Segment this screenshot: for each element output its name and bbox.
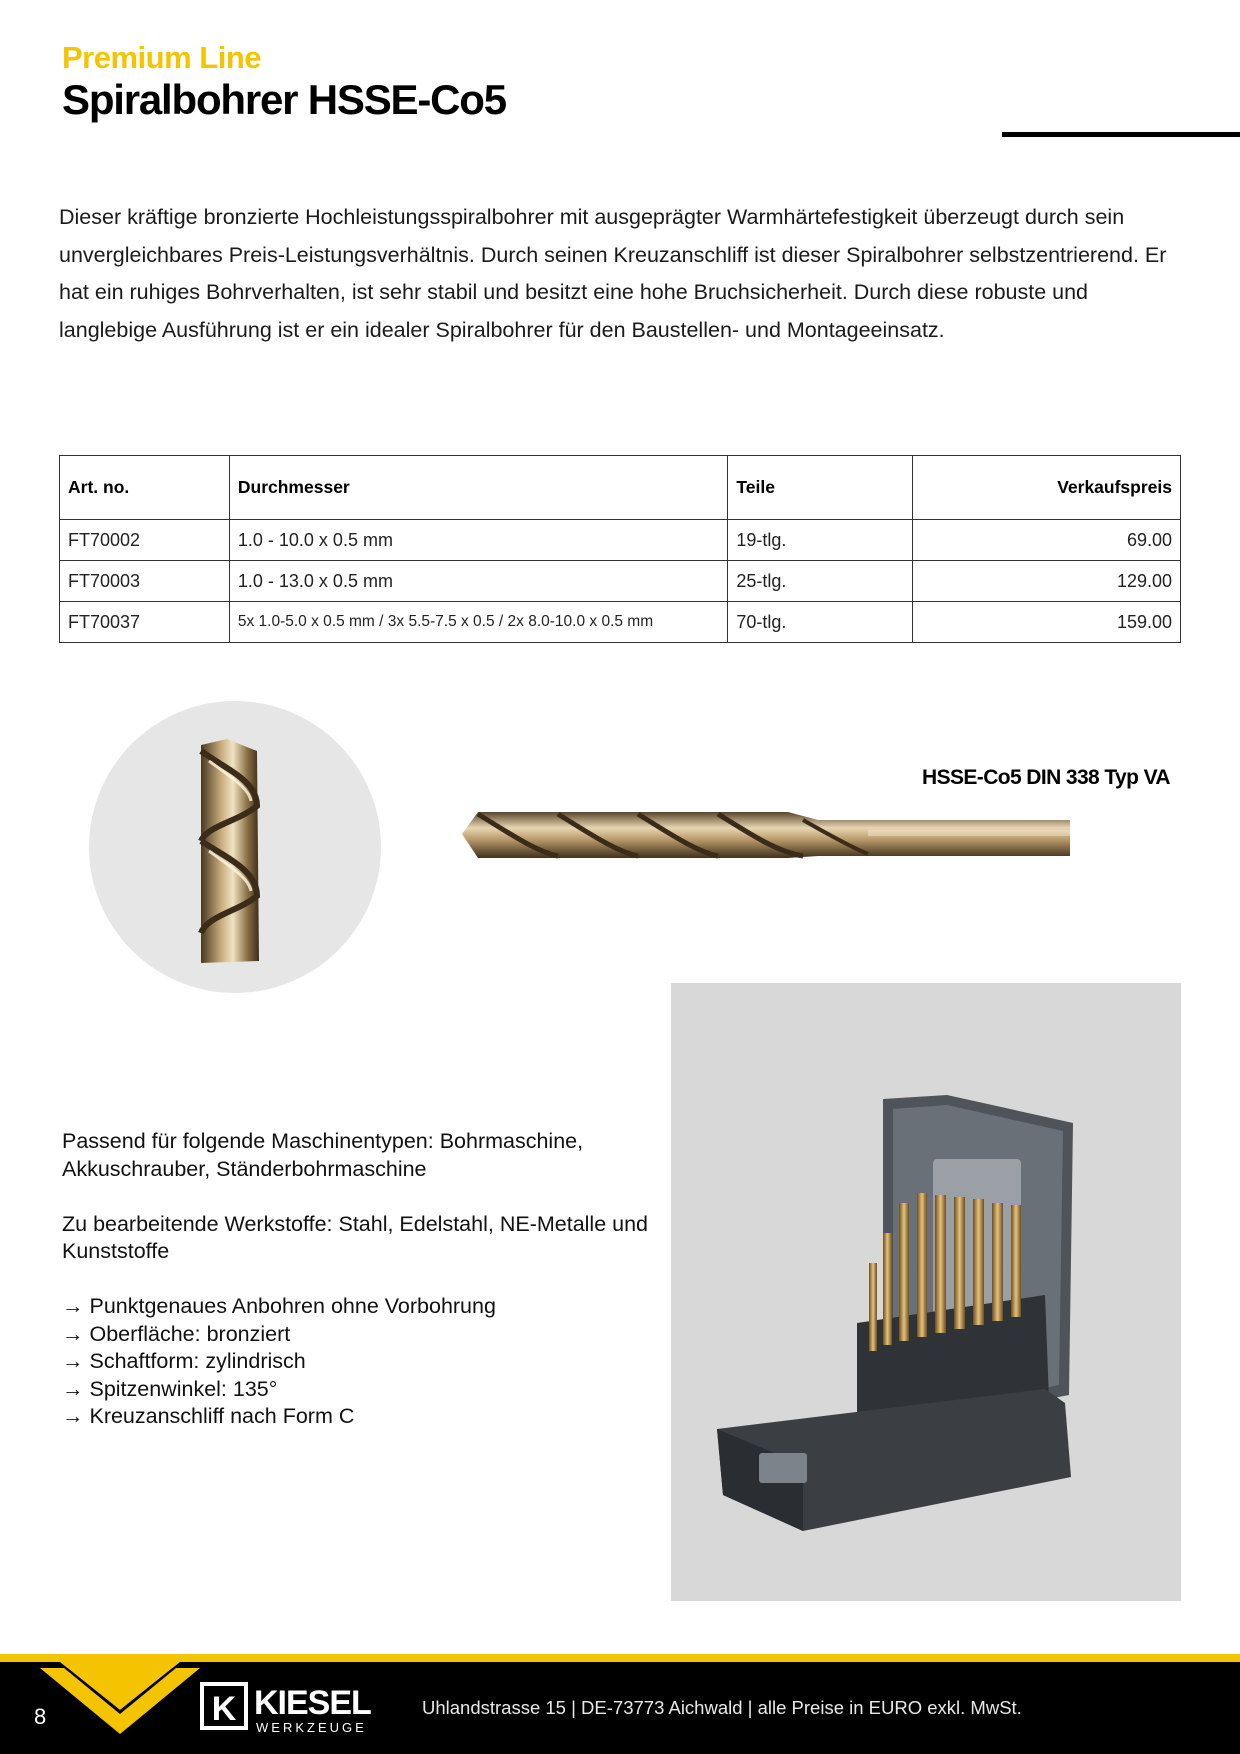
article-number: FT70003 xyxy=(60,561,230,602)
drill-bit-illustration xyxy=(89,701,381,993)
product-description: Dieser kräftige bronzierte Hochleistungsspiralbohrer mit ausgeprägter Warmhärtefestigkeit überzeugt durch sein unvergleichbares Preis-Leistungsverhältnis. Durch seinen Kreuzanschliff ist dieser Spiralbohrer selbstzentrierend. Er hat ein ruhiges Bohrverhalten, ist sehr stabil und besitzt eine hohe Bruchsicherheit. Durch diese robuste und langlebige Ausführung ist er ein idealer Spiralbohrer für den Baustellen- und Montageeinsatz. xyxy=(59,205,1167,342)
page-title: Spiralbohrer HSSE-Co5 xyxy=(62,76,506,123)
feature-item: → Punktgenaues Anbohren ohne Vorbohrung xyxy=(62,1294,496,1318)
feature-item: → Kreuzanschliff nach Form C xyxy=(62,1404,355,1428)
pieces: 25-tlg. xyxy=(728,561,913,602)
table-row xyxy=(60,561,1181,602)
price: 159.00 xyxy=(913,602,1181,643)
logo-name: KIESEL xyxy=(254,1684,371,1722)
product-table xyxy=(59,455,1181,643)
brand-line-label: Premium Line xyxy=(62,40,261,75)
diameter: 5x 1.0-5.0 x 0.5 mm / 3x 5.5-7.5 x 0.5 / 2x 8.0-10.0 x 0.5 mm xyxy=(229,602,727,643)
column-header-diameter: Durchmesser xyxy=(229,456,727,520)
svg-text:K: K xyxy=(211,1690,237,1728)
pieces: 70-tlg. xyxy=(728,602,913,643)
table-row xyxy=(60,602,1181,643)
feature-item: → Spitzenwinkel: 135° xyxy=(62,1376,278,1401)
drill-standard-label: HSSE-Co5 DIN 338 Typ VA xyxy=(922,766,1170,789)
drill-set-case-illustration xyxy=(671,983,1181,1601)
feature-item: → Oberfläche: bronziert xyxy=(62,1321,291,1346)
diameter: 1.0 - 10.0 x 0.5 mm xyxy=(229,520,727,561)
article-number: FT70002 xyxy=(60,520,230,561)
price: 129.00 xyxy=(913,561,1181,602)
drill-tip-photo xyxy=(89,701,381,993)
column-header-article: Art. no. xyxy=(60,456,230,520)
footer-address: Uhlandstrasse 15 | DE-73773 Aichwald | alle Preise in EURO exkl. MwSt. xyxy=(422,1697,1022,1718)
column-header-price: Verkaufspreis xyxy=(913,456,1181,520)
table-header-row xyxy=(60,456,1181,520)
column-header-pieces: Teile xyxy=(728,456,913,520)
machine-types: Passend für folgende Maschinentypen: Bohrmaschine, Akkuschrauber, Ständerbohrmaschine xyxy=(62,1129,584,1181)
drill-bit-illustration xyxy=(458,806,1070,862)
logo-subtitle: WERKZEUGE xyxy=(256,1720,367,1735)
pieces: 19-tlg. xyxy=(728,520,913,561)
product-specs xyxy=(62,1128,662,1431)
diameter: 1.0 - 13.0 x 0.5 mm xyxy=(229,561,727,602)
drill-set-photo xyxy=(671,983,1181,1601)
kiesel-logo xyxy=(200,1680,400,1736)
page-number: 8 xyxy=(34,1704,47,1729)
price: 69.00 xyxy=(913,520,1181,561)
header-divider xyxy=(1002,132,1240,137)
workpiece-materials: Zu bearbeitende Werkstoffe: Stahl, Edelstahl, NE-Metalle und Kunststoffe xyxy=(62,1211,649,1263)
feature-item: → Schaftform: zylindrisch xyxy=(62,1349,306,1373)
article-number: FT70037 xyxy=(60,602,230,643)
table-row xyxy=(60,520,1181,561)
